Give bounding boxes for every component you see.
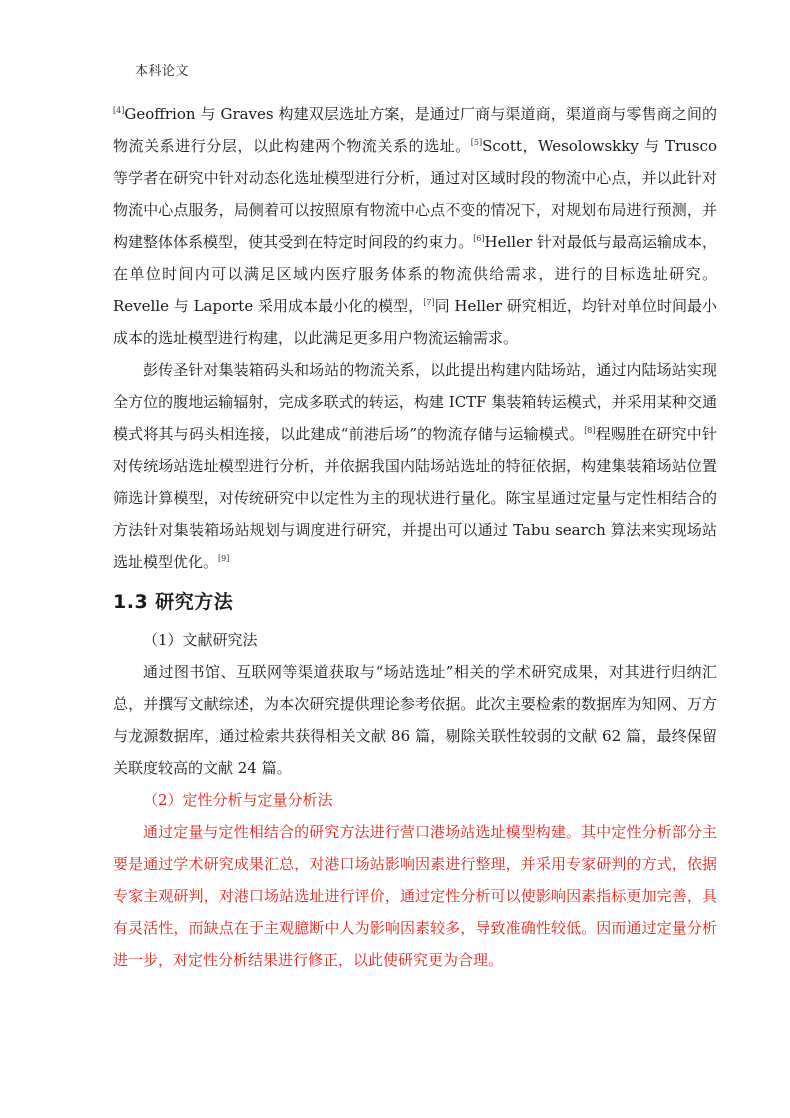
paragraph-literature-review-2 bbox=[113, 354, 717, 578]
citation-ref: [9] bbox=[218, 554, 230, 563]
citation-ref: [8] bbox=[584, 426, 596, 435]
running-header: 本科论文 bbox=[135, 64, 190, 79]
citation-ref: [5] bbox=[470, 138, 483, 147]
paragraph-text: Heller 针对最低与最高运输成本，在单位时间内可以满足区域内医疗服务体系的物流供给需求，进行的目标选址研究。Revelle 与 Laporte 采用成本最小化的模型， bbox=[113, 233, 717, 315]
paragraph-text: 彭传圣针对集装箱码头和场站的物流关系，以此提出构建内陆场站，通过内陆场站实现全方位的腹地运输辐射，完成多联式的转运，构建 ICTF 集装箱转运模式，并采用某种交通模式将其与码头相连接，以此建成“前港后场”的物流存储与运输模式。 bbox=[113, 361, 717, 443]
page-body bbox=[113, 98, 717, 976]
paragraph-text: Scott，Wesolowskky 与 Trusco 等学者在研究中针对动态化选址模型进行分析，通过对区域时段的物流中心点，并以此针对物流中心点服务，局侧着可以按照原有物流中心点不变的情况下，对规划布局进行预测，并构建整体体系模型，使其受到在特定时间段的约束力。 bbox=[113, 137, 717, 251]
method-heading-literature: （1）文献研究法 bbox=[143, 631, 258, 649]
paragraph-text: 同 Heller 研究相近，均针对单位时间最小成本的选址模型进行构建，以此满足更多用户物流运输需求。 bbox=[113, 297, 718, 347]
paragraph-text: Geoffrion 与 Graves 构建双层选址方案，是通过厂商与渠道商，渠道商与零售商之间的物流关系进行分层，以此构建两个物流关系的选址。 bbox=[113, 105, 717, 155]
paragraph-literature-review-1 bbox=[113, 98, 717, 354]
citation-ref: [7] bbox=[423, 298, 435, 307]
citation-ref: [4] bbox=[113, 106, 125, 115]
paragraph-text: 程赐胜在研究中针对传统场站选址模型进行分析，并依据我国内陆场站选址的特征依据，构建集装箱场站位置筛选计算模型，对传统研究中以定性为主的现状进行量化。陈宝星通过定量与定性相结合的方法针对集装箱场站规划与调度进行研究，并提出可以通过 Tabu search 算法来实现场站选址模型优化。 bbox=[113, 425, 717, 571]
section-heading: 1.3 研究方法 bbox=[113, 591, 234, 613]
method-body-literature: 通过图书馆、互联网等渠道获取与“场站选址”相关的学术研究成果，对其进行归纳汇总，并撰写文献综述，为本次研究提供理论参考依据。此次主要检索的数据库为知网、万方与龙源数据库，通过检索共获得相关文献 86 篇，剔除关联性较弱的文献 62 篇，最终保留关联度较高的文献 24 篇。 bbox=[113, 663, 717, 777]
method-heading-qualitative-quantitative: （2）定性分析与定量分析法 bbox=[143, 791, 333, 809]
citation-ref: [6] bbox=[473, 234, 485, 243]
method-body-qualitative-quantitative: 通过定量与定性相结合的研究方法进行营口港场站选址模型构建。其中定性分析部分主要是通过学术研究成果汇总，对港口场站影响因素进行整理，并采用专家研判的方式，依据专家主观研判，对港口场站选址进行评价，通过定性分析可以使影响因素指标更加完善，具有灵活性，而缺点在于主观臆断中人为影响因素较多，导致准确性较低。因而通过定量分析进一步，对定性分析结果进行修正，以此使研究更为合理。 bbox=[113, 823, 717, 969]
